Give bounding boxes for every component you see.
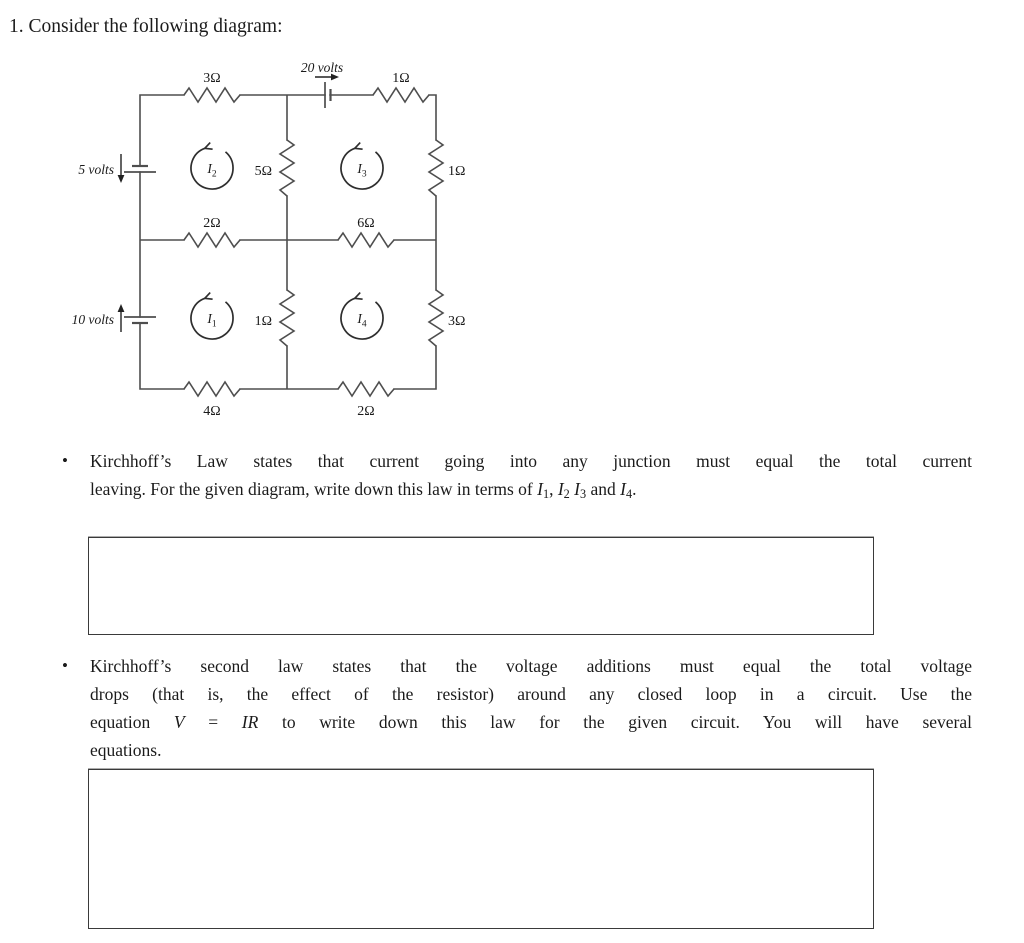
loop-arrowhead-icon (355, 293, 363, 300)
battery-20v (301, 60, 343, 108)
source-label-20v: 20 volts (300, 60, 344, 75)
bullet1-line1: Kirchhoff’s Law states that current going into any junction must equal the total current (90, 451, 972, 471)
text-segment: to write down this law for the given circuit. You will have several (258, 712, 972, 732)
source-label-10v: 10 volts (71, 312, 114, 327)
loop-i2 (191, 143, 233, 189)
math-symbol-i3: I (574, 479, 580, 499)
resistor-label-bottom-left: 4Ω (203, 404, 221, 419)
loop-arrowhead-icon (205, 293, 213, 300)
text-segment: = (184, 712, 242, 732)
resistor-top-left (184, 71, 240, 102)
text-segment: leaving. For the given diagram, write down this law in terms of (90, 479, 538, 499)
source-label-5v: 5 volts (78, 162, 114, 177)
bullet2-line1: Kirchhoff’s second law states that the voltage additions must equal the total voltage (90, 656, 972, 676)
answer-box-2[interactable] (88, 769, 874, 929)
math-symbol-ir: IR (241, 712, 259, 732)
text-segment: , (549, 479, 558, 499)
math-subscript: 1 (542, 487, 550, 502)
math-subscript: 3 (580, 487, 587, 502)
bullet1-line2 (90, 475, 972, 508)
resistor-bottom-right (338, 382, 394, 419)
loop-i3 (341, 143, 383, 189)
resistor-label-mid-row-right: 6Ω (357, 216, 375, 231)
math-symbol-v: V (173, 712, 185, 732)
loop-arrowhead-icon (355, 143, 363, 150)
bullet-marker: • (62, 451, 68, 470)
bullet2-line4: equations. (90, 740, 162, 760)
resistor-label-right-top: 1Ω (448, 164, 466, 179)
text-segment: equation (90, 712, 174, 732)
resistor-right-vertical-top (429, 140, 465, 196)
resistor-mid-row-left (184, 216, 240, 247)
loop-label-i4: $I_4$ (357, 311, 367, 330)
resistor-label-mid-row-left: 2Ω (203, 216, 221, 231)
math-symbol-i4: I (620, 479, 626, 499)
math-symbol-i1: I (537, 479, 543, 499)
resistor-label-mid-top: 5Ω (254, 164, 272, 179)
bullet2-line2: drops (that is, the effect of the resistor) around any closed loop in a circuit. Use the (90, 684, 972, 704)
answer-box-1[interactable] (88, 537, 874, 635)
loop-i4 (341, 293, 383, 339)
math-subscript: 2 (563, 487, 570, 502)
loop-i1 (191, 293, 233, 339)
resistor-label-top-left: 3Ω (203, 71, 221, 86)
resistor-label-bottom-right: 2Ω (357, 404, 375, 419)
text-segment: . (632, 479, 637, 499)
resistor-label-right-bottom: 3Ω (448, 314, 466, 329)
bullet2-line3 (90, 708, 972, 736)
resistor-right-vertical-bottom (429, 290, 465, 346)
circuit-diagram (50, 45, 520, 425)
question-title: 1. Consider the following diagram: (9, 16, 283, 37)
resistor-bottom-left (184, 382, 240, 419)
battery-10v (72, 304, 156, 332)
bullet-2-text (90, 652, 972, 764)
resistor-label-top-right: 1Ω (392, 71, 410, 86)
bullet-marker: • (62, 656, 68, 675)
battery-5v (78, 154, 156, 183)
loop-label-i1: $I_1$ (207, 311, 217, 330)
loop-label-i2: $I_2$ (207, 161, 217, 180)
text-segment: and (586, 479, 621, 499)
loop-label-i3: $I_3$ (357, 161, 367, 180)
math-symbol-i2: I (557, 479, 564, 499)
resistor-top-right (373, 71, 429, 102)
resistor-label-mid-bottom: 1Ω (254, 314, 272, 329)
resistor-mid-vertical-bottom (255, 290, 294, 346)
math-subscript: 4 (625, 487, 633, 502)
resistor-mid-row-right (338, 216, 394, 247)
resistor-mid-vertical-top (255, 140, 294, 196)
loop-arrowhead-icon (205, 143, 213, 150)
bullet-1-text (90, 447, 972, 508)
